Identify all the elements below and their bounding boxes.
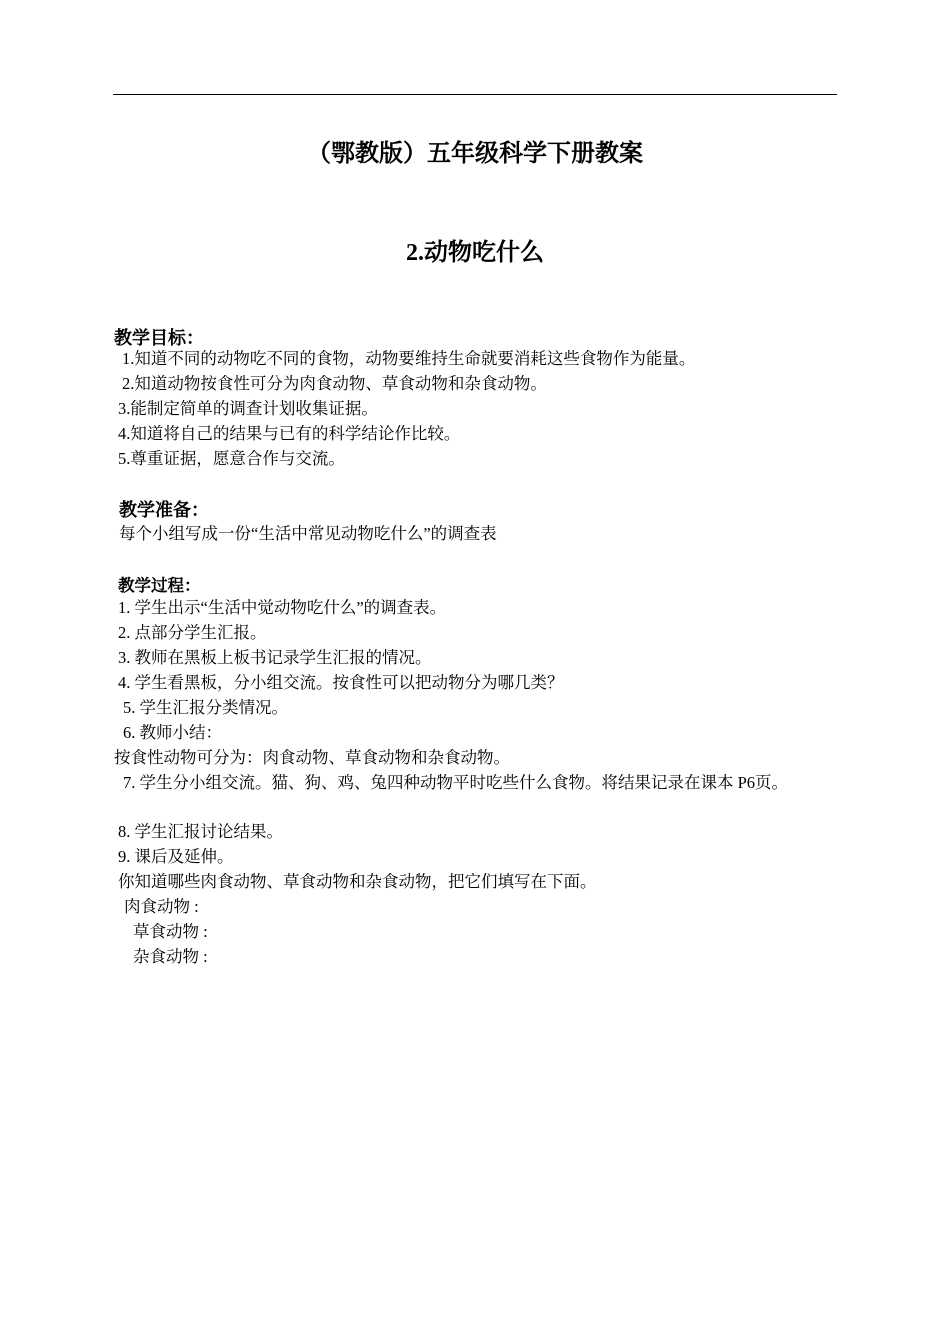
process-line: 9. 课后及延伸。 xyxy=(118,847,234,866)
objective-item: 5.尊重证据，愿意合作与交流。 xyxy=(118,449,345,468)
objective-item: 1.知道不同的动物吃不同的食物，动物要维持生命就要消耗这些食物作为能量。 xyxy=(122,349,696,368)
header-rule xyxy=(113,94,837,95)
fill-in-carnivores: 肉食动物 : xyxy=(124,897,199,916)
process-line: 2. 点部分学生汇报。 xyxy=(118,623,267,642)
document-title: （鄂教版）五年级科学下册教案 xyxy=(307,141,643,167)
objective-item: 4.知道将自己的结果与已有的科学结论作比较。 xyxy=(118,424,461,443)
process-line: 7. 学生分小组交流。猫、狗、鸡、兔四种动物平时吃些什么食物。将结果记录在课本 P6页。 xyxy=(123,773,789,792)
objective-item: 2.知道动物按食性可分为肉食动物、草食动物和杂食动物。 xyxy=(122,374,547,393)
lesson-title: 2.动物吃什么 xyxy=(406,240,544,266)
process-line: 你知道哪些肉食动物、草食动物和杂食动物，把它们填写在下面。 xyxy=(118,872,597,891)
process-line: 6. 教师小结： xyxy=(123,723,222,742)
process-line: 3. 教师在黑板上板书记录学生汇报的情况。 xyxy=(118,648,432,667)
process-line: 8. 学生汇报讨论结果。 xyxy=(118,822,283,841)
process-line: 1. 学生出示“生活中觉动物吃什么”的调查表。 xyxy=(118,598,447,617)
process-heading: 教学过程： xyxy=(118,576,201,595)
fill-in-herbivores: 草食动物 : xyxy=(133,922,208,941)
objectives-heading: 教学目标： xyxy=(114,328,204,348)
fill-in-omnivores: 杂食动物 : xyxy=(133,947,208,966)
objective-item: 3.能制定简单的调查计划收集证据。 xyxy=(118,399,378,418)
process-line: 4. 学生看黑板，分小组交流。按食性可以把动物分为哪几类？ xyxy=(118,673,564,692)
preparation-text: 每个小组写成一份“生活中常见动物吃什么”的调查表 xyxy=(119,524,497,543)
process-line: 按食性动物可分为：肉食动物、草食动物和杂食动物。 xyxy=(114,748,510,767)
preparation-heading: 教学准备： xyxy=(119,500,209,520)
process-line: 5. 学生汇报分类情况。 xyxy=(123,698,288,717)
